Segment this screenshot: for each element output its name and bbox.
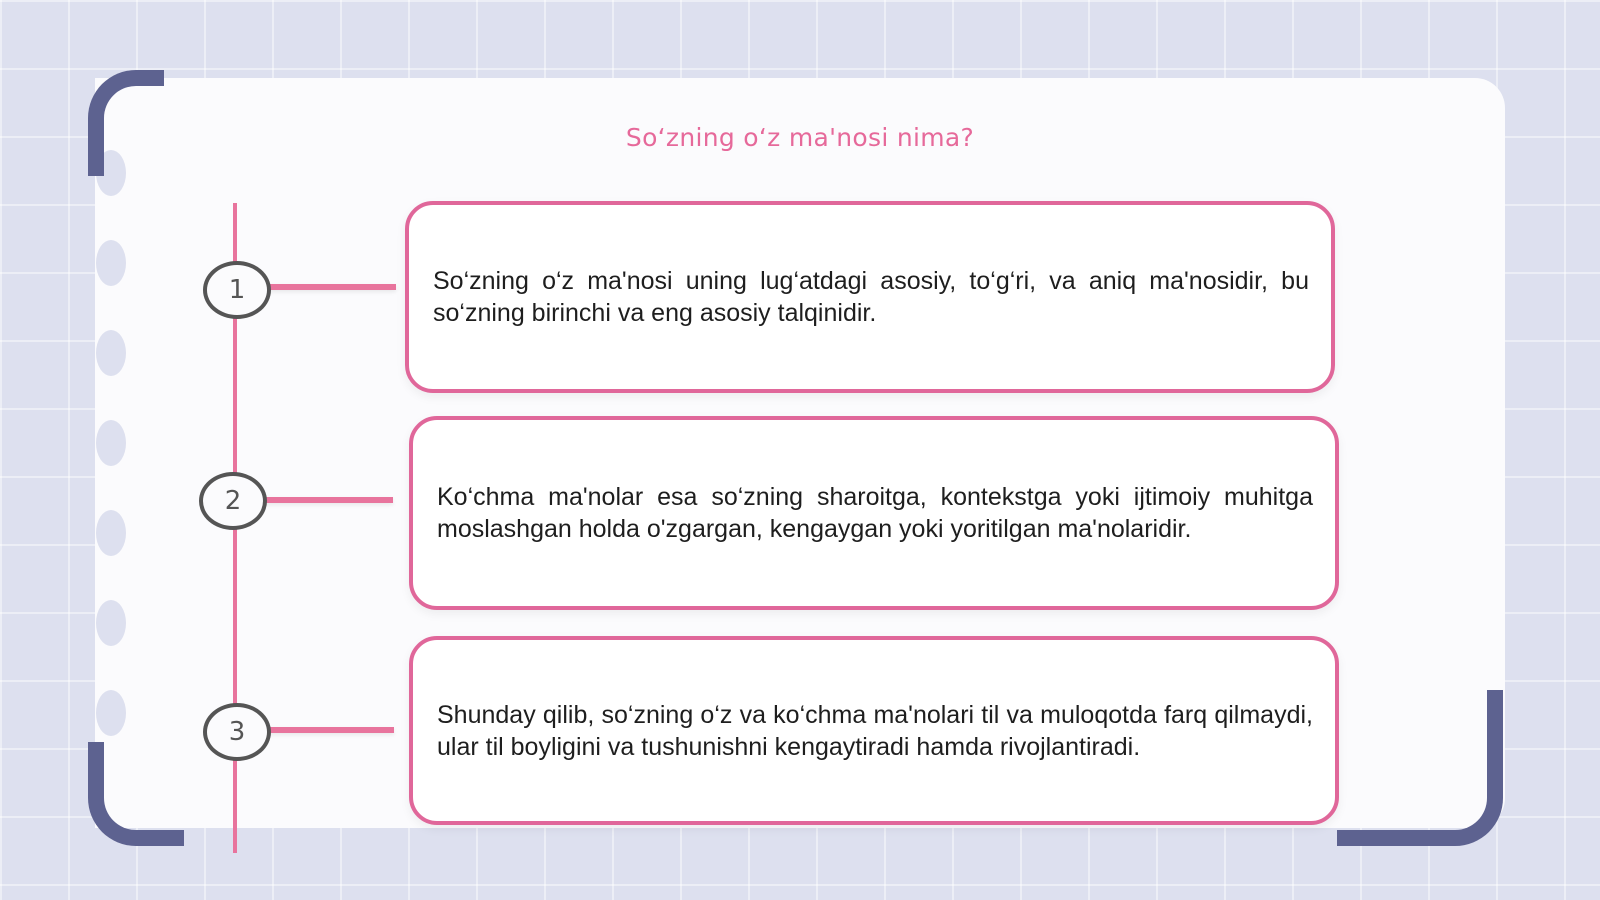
notebook-edge-scallop	[96, 240, 126, 286]
slide-title: So‘zning o‘z ma'nosi nima?	[625, 123, 975, 152]
timeline-item-text: Shunday qilib, so‘zning o‘z va ko‘chma ma'nolari til va muloqotda farq qilmaydi, ular til boyligini va tushunishni kengaytiradi hamda rivojlantiradi.	[437, 700, 1313, 761]
timeline-item-box	[409, 636, 1339, 825]
notebook-edge-scallop	[96, 690, 126, 736]
timeline-node: 3	[203, 703, 271, 761]
timeline-node: 1	[203, 261, 271, 319]
timeline-node: 2	[199, 472, 267, 530]
timeline-item-box	[405, 201, 1335, 393]
notebook-edge-scallop	[96, 510, 126, 556]
notebook-edge-scallop	[96, 420, 126, 466]
timeline-item-box	[409, 416, 1339, 610]
timeline-connector	[263, 497, 393, 503]
timeline-connector	[266, 284, 396, 290]
timeline-item-text: So‘zning o‘z ma'nosi uning lug‘atdagi asosiy, to‘g‘ri, va aniq ma'nosidir, bu so‘zning birinchi va eng asosiy talqinidir.	[433, 267, 1309, 327]
timeline-item-text: Ko‘chma ma'nolar esa so‘zning sharoitga, kontekstga yoki ijtimoiy muhitga moslashgan holda o'zgargan, kengaygan yoki yoritilgan ma'nolaridir.	[437, 483, 1313, 543]
notebook-edge-scallop	[96, 600, 126, 646]
notebook-edge-scallop	[96, 330, 126, 376]
timeline-connector	[266, 727, 394, 733]
frame-corner-bottom-left	[88, 742, 184, 846]
frame-corner-bottom-right	[1337, 690, 1503, 846]
